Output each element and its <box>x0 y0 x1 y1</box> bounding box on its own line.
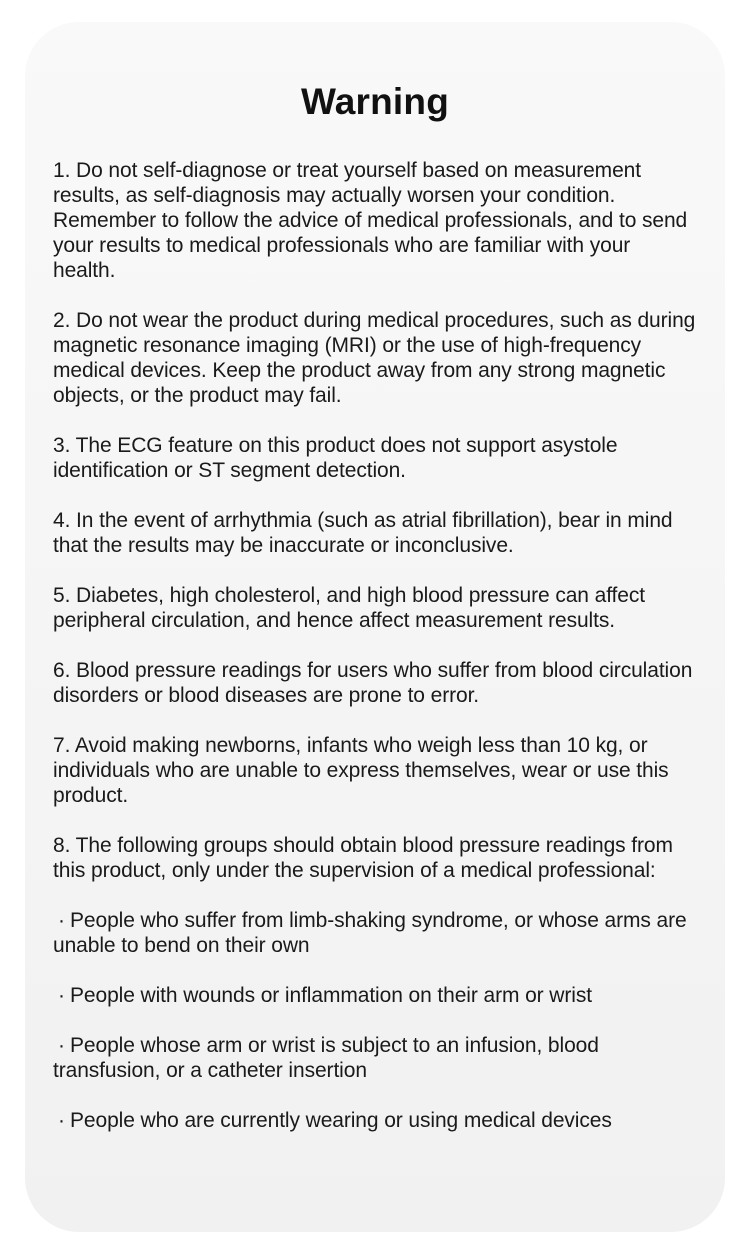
bullet-text: People with wounds or inflammation on their arm or wrist <box>70 984 592 1007</box>
warning-item-3: 3. The ECG feature on this product does not support asystole identification or ST segment detection. <box>53 434 618 482</box>
bullet-text: People who suffer from limb-shaking syndrome, or whose arms are unable to bend on their own <box>53 909 687 957</box>
warning-item-6: 6. Blood pressure readings for users who suffer from blood circulation disorders or blood diseases are prone to error. <box>53 659 693 707</box>
warning-item-1: 1. Do not self-diagnose or treat yourself based on measurement results, as self-diagnosis may actually worsen your condition. Remember to follow the advice of medical professionals, and to send your results to medical professionals who are familiar with your health. <box>53 159 688 282</box>
warning-item-4: 4. In the event of arrhythmia (such as atrial fibrillation), bear in mind that the results may be inaccurate or inconclusive. <box>53 509 673 557</box>
bullet-dot: · <box>58 984 65 1007</box>
warning-card <box>25 22 725 1232</box>
bullet-dot: · <box>58 1109 65 1132</box>
bullet-text: People who are currently wearing or using medical devices <box>70 1109 612 1132</box>
bullet-item-infusion <box>53 1033 697 1083</box>
warning-item-2: 2. Do not wear the product during medical procedures, such as during magnetic resonance imaging (MRI) or the use of high-frequency medical devices. Keep the product away from any strong magnetic objects, or the product may fail. <box>53 309 696 407</box>
bullet-item-medical-devices <box>53 1108 697 1133</box>
bullet-item-wounds <box>53 983 697 1008</box>
warning-item-7: 7. Avoid making newborns, infants who weigh less than 10 kg, or individuals who are unable to express themselves, wear or use this product. <box>53 734 669 807</box>
warning-item-5: 5. Diabetes, high cholesterol, and high blood pressure can affect peripheral circulation, and hence affect measurement results. <box>53 584 646 632</box>
bullet-item-limb-shaking <box>53 908 697 958</box>
bullet-dot: · <box>58 909 65 932</box>
page-title: Warning <box>300 81 449 122</box>
bullet-text: People whose arm or wrist is subject to an infusion, blood transfusion, or a catheter insertion <box>53 1034 599 1082</box>
warning-item-8: 8. The following groups should obtain blood pressure readings from this product, only under the supervision of a medical professional: <box>53 834 673 882</box>
bullet-dot: · <box>58 1034 65 1057</box>
warning-content <box>53 158 697 1133</box>
